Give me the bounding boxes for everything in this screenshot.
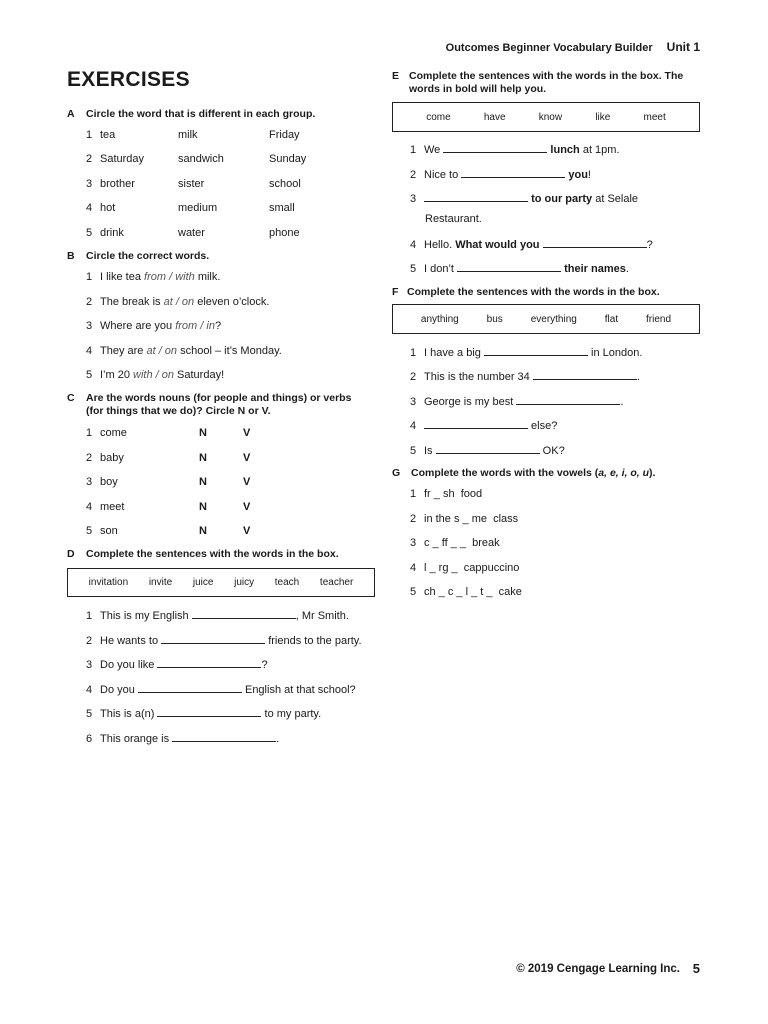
word-box-item: juice xyxy=(192,577,214,588)
answer-blank[interactable] xyxy=(436,443,540,454)
section-instruction: Complete the sentences with the words in the box. xyxy=(407,286,660,298)
list-item: 3 brother sister school xyxy=(86,178,301,190)
list-item: 2 in the s _ me class xyxy=(410,513,519,525)
section-letter: F xyxy=(392,286,399,298)
word-box-item: invitation xyxy=(88,577,129,588)
list-item: 3 to our party at Selale xyxy=(410,193,639,205)
section-c-heading xyxy=(67,392,387,418)
list-item: 5 drink water phone xyxy=(86,227,300,239)
list-item: 2 baby N V xyxy=(86,452,251,464)
book-title: Outcomes Beginner Vocabulary Builder xyxy=(445,42,653,54)
section-letter: G xyxy=(392,467,401,479)
section-instruction: Complete the words with the vowels (a, e, i, o, u). xyxy=(411,467,656,479)
answer-blank[interactable] xyxy=(443,142,547,153)
answer-blank[interactable] xyxy=(516,394,620,405)
list-item: 5 ch _ c _ l _ t _ cake xyxy=(410,586,522,598)
answer-blank[interactable] xyxy=(172,731,276,742)
list-item: 2 Saturday sandwich Sunday xyxy=(86,153,307,165)
answer-blank[interactable] xyxy=(424,418,528,429)
section-g-heading xyxy=(392,467,712,480)
section-d-heading xyxy=(67,548,387,561)
list-item: 2 Nice to you! xyxy=(410,169,591,181)
word-box-item: invite xyxy=(148,577,173,588)
list-item: 2 He wants to friends to the party. xyxy=(86,635,362,647)
answer-blank[interactable] xyxy=(157,706,261,717)
section-e-heading xyxy=(392,70,712,96)
page-number: 5 xyxy=(692,961,700,976)
word-box-item: know xyxy=(538,111,563,123)
list-item: 1 come N V xyxy=(86,427,251,439)
list-item: 2 The break is at / on eleven o’clock. xyxy=(86,296,270,308)
page-title: EXERCISES xyxy=(67,68,190,91)
list-item: 5 Is OK? xyxy=(410,445,565,457)
answer-blank[interactable] xyxy=(424,191,528,202)
section-a-heading xyxy=(67,108,387,121)
answer-blank[interactable] xyxy=(157,657,261,668)
section-instruction: Circle the correct words. xyxy=(86,250,210,262)
list-item: 1 fr _ sh food xyxy=(410,488,483,500)
list-item: 4 Hello. What would you ? xyxy=(410,239,653,251)
word-box xyxy=(392,304,700,334)
list-item: 1 This is my English , Mr Smith. xyxy=(86,610,349,622)
word-box-item: bus xyxy=(486,313,503,325)
word-box-item: teach xyxy=(274,577,300,588)
list-item: 1 tea milk Friday xyxy=(86,129,300,141)
section-instruction-line-2: (for things that we do)? Circle N or V. xyxy=(86,405,271,417)
list-item: 4 else? xyxy=(410,420,558,432)
list-item: 4 l _ rg _ cappuccino xyxy=(410,562,520,574)
word-box-item: juicy xyxy=(234,577,255,588)
word-box-item: come xyxy=(426,111,451,123)
list-item: 1 I like tea from / with milk. xyxy=(86,271,221,283)
word-box-item: teacher xyxy=(319,577,354,588)
section-b-heading xyxy=(67,250,387,263)
word-box-item: meet xyxy=(643,111,666,123)
word-box xyxy=(392,102,700,132)
word-box xyxy=(67,568,375,597)
section-letter: C xyxy=(67,392,75,404)
section-letter: B xyxy=(67,250,75,262)
section-instruction: Circle the word that is different in each group. xyxy=(86,108,316,120)
list-item: 2 This is the number 34 . xyxy=(410,371,640,383)
section-instruction-line-1: Are the words nouns (for people and things) or verbs xyxy=(86,392,352,404)
list-item: 5 This is a(n) to my party. xyxy=(86,708,322,720)
list-item-continuation: Restaurant. xyxy=(425,213,482,225)
word-box-item: flat xyxy=(604,313,619,325)
list-item: 5 son N V xyxy=(86,525,251,537)
list-item: 4 meet N V xyxy=(86,501,251,513)
section-instruction-line-2: words in bold will help you. xyxy=(409,83,547,95)
section-instruction-line-1: Complete the sentences with the words in the box. The xyxy=(409,70,684,82)
list-item: 4 Do you English at that school? xyxy=(86,684,356,696)
word-box-item: like xyxy=(595,111,611,123)
word-box-item: everything xyxy=(530,313,577,325)
list-item: 4 hot medium small xyxy=(86,202,295,214)
answer-blank[interactable] xyxy=(484,345,588,356)
list-item: 1 I have a big in London. xyxy=(410,347,643,359)
list-item: 3 boy N V xyxy=(86,476,251,488)
answer-blank[interactable] xyxy=(543,237,647,248)
running-header xyxy=(446,40,700,54)
section-letter: D xyxy=(67,548,75,560)
section-letter: E xyxy=(392,70,400,82)
copyright: © 2019 Cengage Learning Inc. xyxy=(516,963,680,975)
list-item: 3 Do you like ? xyxy=(86,659,268,671)
answer-blank[interactable] xyxy=(138,682,242,693)
answer-blank[interactable] xyxy=(161,633,265,644)
list-item: 3 Where are you from / in? xyxy=(86,320,222,332)
section-instruction: Complete the sentences with the words in the box. xyxy=(86,548,339,560)
list-item: 1 We lunch at 1pm. xyxy=(410,144,620,156)
list-item: 5 I’m 20 with / on Saturday! xyxy=(86,369,225,381)
word-box-item: anything xyxy=(420,313,459,325)
answer-blank[interactable] xyxy=(457,261,561,272)
answer-blank[interactable] xyxy=(533,369,637,380)
section-f-heading xyxy=(392,286,712,299)
list-item: 3 George is my best . xyxy=(410,396,624,408)
list-item: 3 c _ ff _ _ break xyxy=(410,537,500,549)
word-box-item: friend xyxy=(646,313,672,325)
list-item: 6 This orange is . xyxy=(86,733,280,745)
list-item: 5 I don’t their names. xyxy=(410,263,629,275)
answer-blank[interactable] xyxy=(461,167,565,178)
section-letter: A xyxy=(67,108,75,120)
word-box-item: have xyxy=(483,111,506,123)
answer-blank[interactable] xyxy=(192,608,296,619)
unit-label: Unit 1 xyxy=(666,40,700,54)
list-item: 4 They are at / on school – it’s Monday. xyxy=(86,345,282,357)
